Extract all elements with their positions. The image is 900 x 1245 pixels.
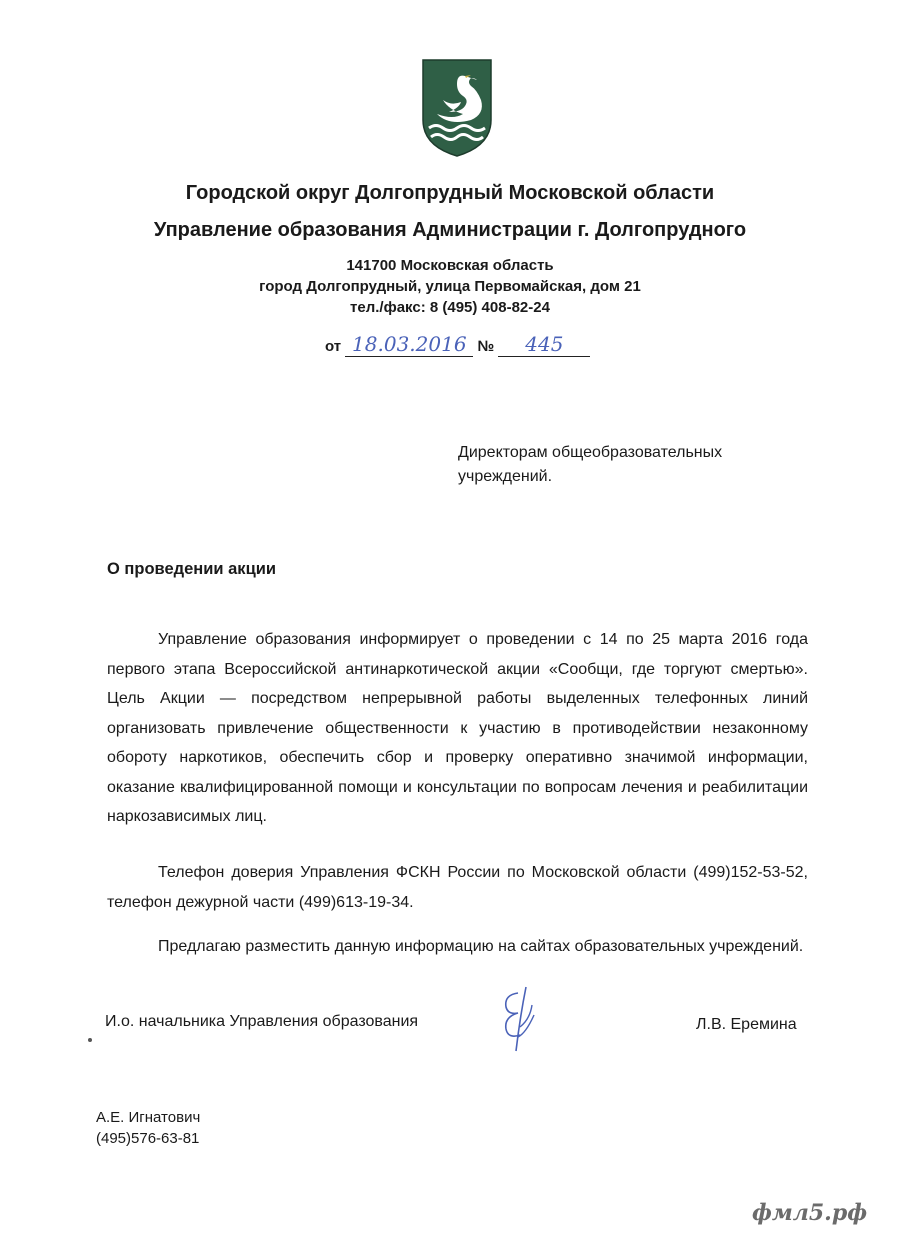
registration-date: 18.03.2016 bbox=[345, 332, 473, 357]
recipient-block bbox=[458, 441, 788, 489]
body-paragraph-2 bbox=[107, 858, 808, 917]
address-line1: 141700 Московская область bbox=[346, 257, 554, 274]
registration-number: 445 bbox=[498, 332, 590, 357]
paragraph3-text: Предлагаю разместить данную информацию на сайтах образовательных учреждений. bbox=[158, 938, 804, 955]
address-line2: город Долгопрудный, улица Первомайская, дом 21 bbox=[259, 278, 641, 295]
paragraph2-text: Телефон доверия Управления ФСКН России по Московской области (499)152-53-52, телефон дежурной части (499)613-19-34. bbox=[107, 864, 808, 911]
signature-role: И.о. начальника Управления образования bbox=[105, 1013, 419, 1030]
executor-name: А.Е. Игнатович bbox=[96, 1109, 201, 1126]
signature-name: Л.В. Еремина bbox=[696, 1016, 797, 1033]
header-line1: Городской округ Долгопрудный Московской области bbox=[185, 182, 715, 204]
body-paragraph-1 bbox=[107, 625, 808, 832]
handwritten-signature bbox=[488, 985, 548, 1055]
address-block bbox=[0, 255, 900, 318]
paragraph1-text: Управление образования информирует о проведении с 14 по 25 марта 2016 года первого этапа Всероссийской антинаркотической акции «Сообщи, где торгуют смертью». Цель Акции — посредством непрерывной работы выделенных телефонных линий организовать привлечение общественности к участию в противодействии незаконному обороту наркотиков, обеспечить сбор и проверку оперативно значимой информации, оказание квалифицированной помощи и консультации по вопросам лечения и реабилитации наркозависимых лиц. bbox=[107, 631, 808, 825]
coat-of-arms-emblem bbox=[421, 58, 493, 158]
recipient-line1: Директорам общеобразовательных bbox=[458, 444, 723, 461]
header-line2: Управление образования Администрации г. Долгопрудного bbox=[153, 219, 747, 241]
date-prefix: от bbox=[325, 338, 342, 355]
address-line3: тел./факс: 8 (495) 408-82-24 bbox=[350, 299, 550, 316]
recipient-line2: учреждений. bbox=[458, 468, 553, 485]
registration-line bbox=[325, 332, 590, 357]
scan-speck bbox=[88, 1038, 92, 1042]
subject-heading: О проведении акции bbox=[107, 560, 276, 578]
body-paragraph-3 bbox=[107, 932, 808, 962]
number-prefix: № bbox=[477, 338, 495, 355]
executor-phone: (495)576-63-81 bbox=[96, 1130, 200, 1147]
executor-block bbox=[96, 1107, 200, 1149]
site-watermark: фмл5.рф bbox=[752, 1200, 868, 1226]
